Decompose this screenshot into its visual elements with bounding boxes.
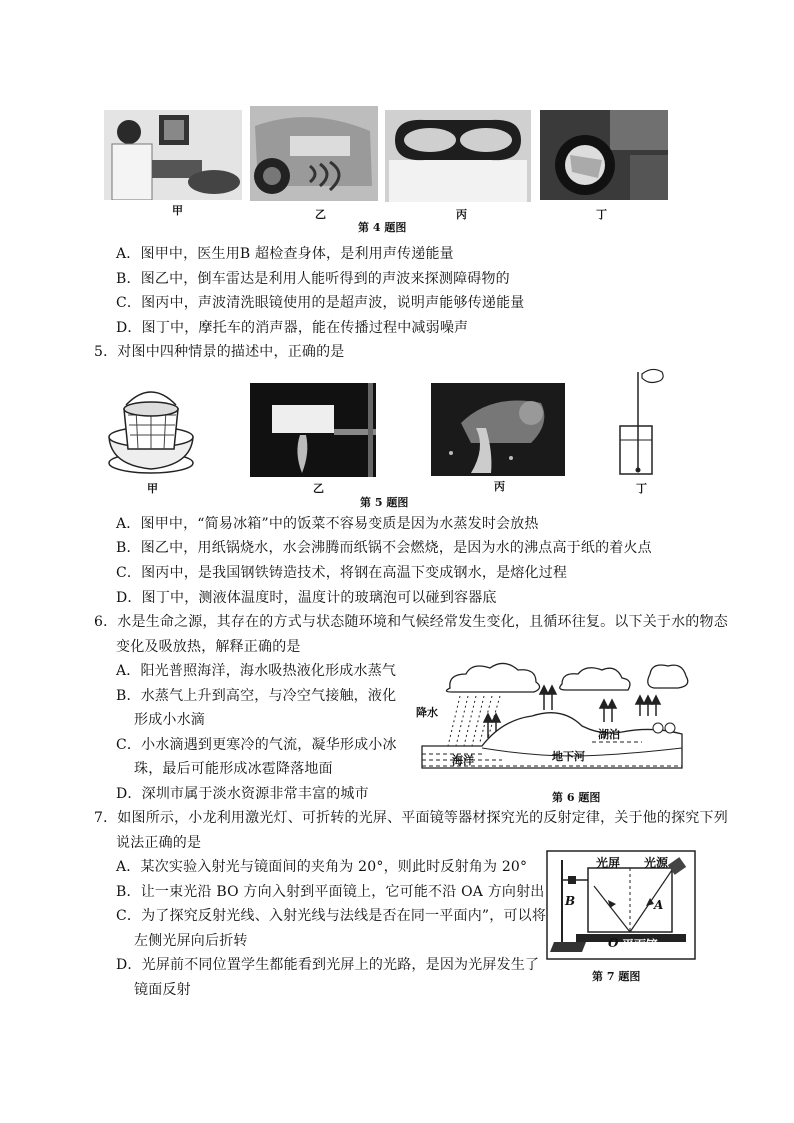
q6-stem-line1: 6．水是生命之源，其存在的方式与状态随环境和气候经常发生变化，且循环往复。以下关于水的物态 (94, 614, 728, 630)
q5-option-b: B．图乙中，用纸锅烧水，水会沸腾而纸锅不会燃烧，是因为水的沸点高于纸的着火点 (116, 540, 652, 556)
fig7-label-screen: 光屏 (596, 856, 621, 870)
fig6-label-lake: 湖泊 (598, 728, 620, 741)
q7-option-c-cont: 左侧光屏向后折转 (134, 933, 248, 949)
fig5-photo-yi (250, 383, 376, 477)
q5-stem: 5．对图中四种情景的描述中，正确的是 (94, 344, 345, 360)
q7-stem-line1: 7．如图所示，小龙利用激光灯、可折转的光屏、平面镜等器材探究光的反射定律，关于他的探究下列 (94, 810, 728, 826)
fig5-label-yi: 乙 (313, 482, 324, 495)
q4-option-d: D．图丁中，摩托车的消声器，能在传播过程中减弱噪声 (116, 320, 469, 336)
fig7-label-source: 光源 (644, 856, 669, 870)
q4-option-b: B．图乙中，倒车雷达是利用人能听得到的声波来探测障碍物的 (116, 271, 510, 287)
q7-option-d-cont: 镜面反射 (134, 982, 191, 998)
q4-option-a: A．图甲中，医生用B 超检查身体，是利用声传递能量 (116, 246, 454, 262)
fig4-label-ding: 丁 (596, 208, 607, 221)
fig5-caption: 第 5 题图 (360, 496, 409, 509)
fig4-label-yi: 乙 (315, 208, 326, 221)
fig4-photo-bing (385, 110, 531, 202)
fig4-label-jia: 甲 (172, 204, 183, 217)
fig5-label-bing: 丙 (494, 480, 505, 493)
fig6-water-cycle (412, 656, 692, 786)
fig6-caption: 第 6 题图 (552, 791, 601, 804)
fig7-label-a: A (654, 898, 664, 912)
q7-stem-line2: 说法正确的是 (116, 835, 202, 851)
fig4-label-bing: 丙 (456, 208, 467, 221)
fig6-label-ocean: 海洋 (452, 754, 474, 767)
q6-option-c: C．小水滴遇到更寒冷的气流，凝华形成小冰 (116, 737, 397, 753)
q6-option-c-cont: 珠，最后可能形成冰雹降落地面 (134, 761, 333, 777)
q6-option-b: B．水蒸气上升到高空，与冷空气接触，液化 (116, 688, 397, 704)
fig5-photo-bing (431, 383, 565, 476)
q5-option-d: D．图丁中，测液体温度时，温度计的玻璃泡可以碰到容器底 (116, 590, 497, 606)
q5-option-a: A．图甲中，“简易冰箱”中的饭菜不容易变质是因为水蒸发时会放热 (116, 516, 539, 532)
q7-option-c: C．为了探究反射光线、入射光线与法线是否在同一平面内”，可以将 (116, 908, 547, 924)
q6-option-b-cont: 形成小水滴 (134, 712, 205, 728)
fig7-apparatus (546, 850, 696, 960)
q5-option-c: C．图丙中，是我国钢铁铸造技术，将钢在高温下变成钢水，是熔化过程 (116, 565, 568, 581)
q7-option-b: B．让一束光沿 BO 方向入射到平面镜上，它可能不沿 OA 方向射出 (116, 884, 545, 900)
fig6-label-river: 地下河 (552, 750, 585, 763)
q4-option-c: C．图丙中，声波清洗眼镜使用的是超声波，说明声能够传递能量 (116, 295, 525, 311)
q7-option-d: D．光屏前不同位置学生都能看到光屏上的光路，是因为光屏发生了 (116, 957, 540, 973)
q6-option-d: D．深圳市属于淡水资源非常丰富的城市 (116, 786, 369, 802)
q6-option-a: A．阳光普照海洋，海水吸热液化形成水蒸气 (116, 663, 397, 679)
fig5-label-ding: 丁 (636, 482, 647, 495)
q7-option-a: A．某次实验入射光与镜面间的夹角为 20°，则此时反射角为 20° (116, 859, 528, 875)
fig4-photo-yi (250, 106, 378, 201)
fig5-drawing-jia (106, 385, 196, 477)
fig6-label-rain: 降水 (416, 706, 438, 719)
q6-stem-line2: 变化及吸放热，解释正确的是 (116, 639, 301, 655)
fig5-drawing-ding (616, 366, 668, 476)
fig7-label-o: O (608, 936, 619, 950)
fig4-photo-ding (540, 110, 668, 200)
fig4-caption: 第 4 题图 (358, 221, 407, 234)
fig7-label-b: B (565, 894, 576, 908)
fig7-caption: 第 7 题图 (592, 970, 641, 983)
fig5-label-jia: 甲 (147, 482, 158, 495)
fig4-photo-jia (104, 110, 242, 200)
fig7-label-mirror: 平面镜 (622, 938, 659, 952)
